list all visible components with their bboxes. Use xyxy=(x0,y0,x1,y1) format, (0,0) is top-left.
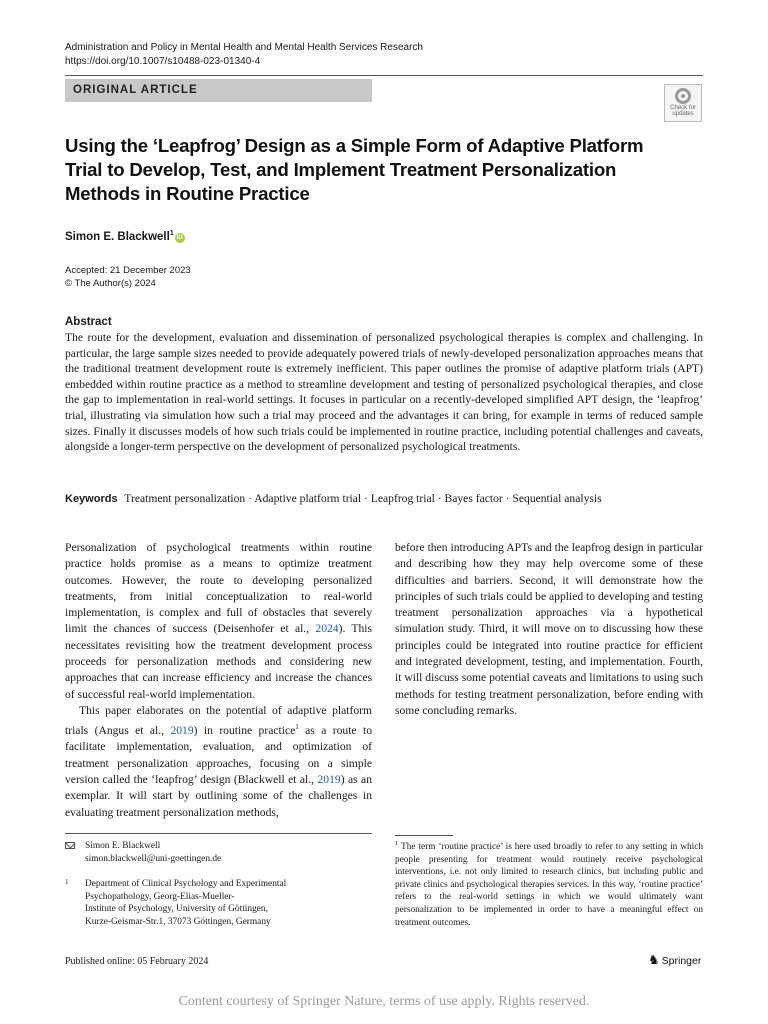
crossmark-icon xyxy=(675,88,691,104)
paragraph-text: as a route to facilitate implementation, evaluation, and optimization of treatment personalization approaches, focusing on a simple version called the ‘leapfrog’ design (Blackwell et al., xyxy=(65,724,372,787)
accepted-date: Accepted: 21 December 2023 xyxy=(65,265,191,276)
body-paragraph-1 xyxy=(65,540,372,703)
springer-logo xyxy=(648,953,701,968)
footnote-number: 1 xyxy=(395,840,399,847)
footnote-divider xyxy=(395,835,453,836)
abstract-heading: Abstract xyxy=(65,316,112,328)
footnote-text: The term ‘routine practice’ is here used broadly to refer to any setting in which people presenting for treatment would routinely receive psychological interventions, i.e. not only limited to research clinics, but including public and private clinics and psychological therapies services. In this way, ‘routine practice’ refers to the real-world settings in which we would ultimately want personalization to be implemented in order to have a meaningful effect on treatment outcomes. xyxy=(395,842,704,928)
footnote xyxy=(395,838,703,929)
paragraph-text: Personalization of psychological treatments within routine practice holds promise as a means to optimize treatment outcomes. However, the route to developing personalized treatments, from initial conceptualization to real-world implementation, is complex and full of obstacles that severely limit the chances of success (Deisenhofer et al., xyxy=(65,541,372,636)
abstract-text: The route for the development, evaluation and dissemination of personalized psychological therapies is complex and challenging. In particular, the large sample sizes needed to provide adequately powered trials of newly-developed personalization approaches means that the traditional treatment development route is extremely inefficient. This paper outlines the promise of adaptive platform trials (APT) embedded within routine practice as a method to streamline development and testing of personalized psychological therapies, and close the gap to implementation in real-world settings. It focuses in particular on a recently-developed simplified APT design, the ‘leapfrog’ trial, illustrating via simulation how such a trial may proceed and the advantages it can bring, for example in terms of reduced sample sizes. Finally it discusses models of how such trials could be implemented in routine practice, including potential challenges and caveats, alongside a longer-term perspective on the development of personalized psychological treatments. xyxy=(65,331,703,454)
author-name[interactable]: Simon E. Blackwell xyxy=(65,230,170,243)
article-type-banner: ORIGINAL ARTICLE xyxy=(65,79,372,102)
body-paragraph-2 xyxy=(65,703,372,821)
doi-link[interactable]: https://doi.org/10.1007/s10488-023-01340-4 xyxy=(65,56,261,67)
keywords xyxy=(65,491,705,507)
body-column-left xyxy=(65,540,372,821)
orcid-icon[interactable]: iD xyxy=(176,233,183,241)
correspondence-divider xyxy=(65,833,372,834)
author-line xyxy=(65,226,185,245)
springer-horse-icon: ♞ xyxy=(648,952,660,967)
check-updates-label: Check for updates xyxy=(670,105,696,117)
correspondence-block xyxy=(65,840,372,865)
keywords-list: Treatment personalization · Adaptive platform trial · Leapfrog trial · Bayes factor · Sequential analysis xyxy=(124,492,602,505)
body-column-right xyxy=(395,540,703,719)
paragraph-text: ) as an exemplar. It will start by outlining some of the challenges in evaluating treatment personalization methods, xyxy=(65,773,372,819)
envelope-icon xyxy=(65,842,75,849)
author-affiliation-mark: 1 xyxy=(169,230,174,237)
journal-name: Administration and Policy in Mental Health and Mental Health Services Research xyxy=(65,42,423,53)
paragraph-text: ) in routine practice xyxy=(193,724,296,738)
publisher-name: Springer xyxy=(661,955,702,967)
paragraph-text: ). This necessitates revisiting how the treatment development process proceeds for personalization methods and considering new approaches that can increase efficiency and increase the chances of successful real-world implementation. xyxy=(65,622,373,701)
affiliation-line: Institute of Psychology, University of Göttingen, xyxy=(85,904,268,915)
citation-link[interactable]: 2024 xyxy=(315,622,339,636)
copyright-notice: © The Author(s) 2024 xyxy=(65,278,156,289)
article-title: Using the ‘Leapfrog’ Design as a Simple Form of Adaptive Platform Trial to Develop, Test, and Implement Treatment Personalization Methods in Routine Practice xyxy=(65,135,644,204)
paragraph-text: This paper elaborates on the potential of adaptive platform trials (Angus et al., xyxy=(65,703,372,738)
citation-link[interactable]: 2019 xyxy=(170,724,194,738)
courtesy-watermark: Content courtesy of Springer Nature, terms of use apply. Rights reserved. xyxy=(178,994,590,1009)
correspondence-name: Simon E. Blackwell xyxy=(85,841,161,851)
affiliation-line: Department of Clinical Psychology and Experimental xyxy=(85,879,287,889)
affiliation-number: 1 xyxy=(65,878,69,886)
affiliation-line: Kurze-Geismar-Str.1, 37073 Göttingen, Germany xyxy=(85,916,271,927)
published-date: Published online: 05 February 2024 xyxy=(65,956,209,967)
affiliation-block xyxy=(65,878,372,928)
body-paragraph-3: before then introducing APTs and the leapfrog design in particular and describing how they may help overcome some of these difficulties and barriers. Second, it will demonstrate how the principles of such trials could be applied to developing and testing treatment personalization approaches via a hypothetical simulation study. Third, it will move on to discussing how these principles could be integrated into routine practice for efficient and integrated development, testing, and implementation. Fourth, it will discuss some potential caveats and limitations to using such methods for testing treatment personalization, before ending with some concluding remarks. xyxy=(395,541,703,717)
check-for-updates-button[interactable] xyxy=(664,84,702,122)
citation-link[interactable]: 2019 xyxy=(317,773,341,787)
keywords-label: Keywords xyxy=(65,493,118,505)
correspondence-email[interactable]: simon.blackwell@uni-goettingen.de xyxy=(85,853,222,864)
footnote-marker[interactable]: 1 xyxy=(295,723,299,732)
affiliation-line: Psychopathology, Georg-Elias-Mueller- xyxy=(85,891,235,902)
header-divider xyxy=(65,75,703,76)
